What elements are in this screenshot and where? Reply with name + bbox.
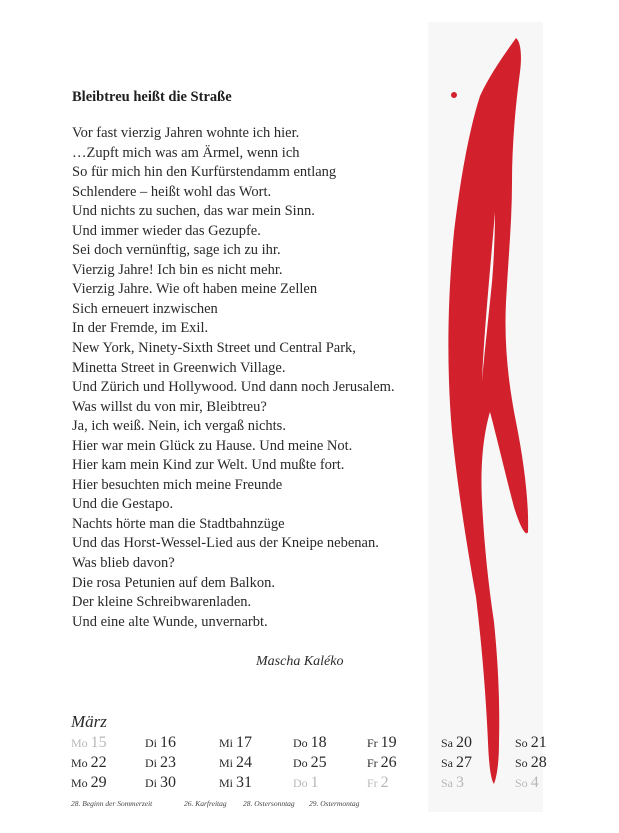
- calendar-day: [515, 754, 547, 772]
- calendar-day: [71, 754, 107, 772]
- weekday-label: Fr: [367, 756, 378, 770]
- poem-line: Und eine alte Wunde, unvernarbt.: [72, 613, 268, 630]
- poem-line: Und immer wieder das Gezupfe.: [72, 222, 261, 239]
- weekday-label: Fr: [367, 736, 378, 750]
- weekday-label: So: [515, 756, 528, 770]
- calendar-day: [219, 734, 252, 752]
- day-number: 20: [456, 734, 472, 751]
- holiday-note: 26. Karfreitag: [184, 799, 227, 808]
- poem-line: Vor fast vierzig Jahren wohnte ich hier.: [72, 125, 300, 141]
- day-number: 24: [236, 754, 253, 771]
- poem-line: In der Fremde, im Exil.: [72, 320, 209, 337]
- calendar-notes: [71, 799, 591, 813]
- weekday-label: Sa: [441, 756, 453, 770]
- weekday-label: Mo: [71, 776, 88, 790]
- poem-line: Nachts hörte man die Stadtbahnzüge: [72, 515, 285, 532]
- calendar-day: [293, 734, 327, 752]
- weekday-label: So: [515, 736, 528, 750]
- poem-author: Mascha Kaléko: [256, 654, 344, 669]
- poem-line: Sich erneuert inzwischen: [72, 300, 218, 317]
- weekday-label: Mi: [219, 736, 234, 750]
- poem-line: Und nichts zu suchen, das war mein Sinn.: [72, 203, 315, 220]
- weekday-label: Di: [145, 736, 157, 750]
- calendar-day: [293, 774, 319, 792]
- calendar-day: [441, 734, 472, 752]
- poem-line: Der kleine Schreibwarenladen.: [72, 594, 252, 611]
- day-number: 31: [236, 774, 253, 791]
- calendar-month-title: März: [71, 712, 107, 731]
- day-number: 4: [530, 774, 539, 791]
- weekday-label: Mo: [71, 736, 88, 750]
- poem-line: Hier war mein Glück zu Hause. Und meine Not.: [72, 437, 353, 454]
- day-number: 30: [160, 774, 176, 791]
- poem-body: [72, 124, 395, 632]
- holiday-note: 28. Beginn der Sommerzeit: [71, 799, 153, 808]
- poem-line: Hier besuchten mich meine Freunde: [72, 476, 283, 493]
- poem-line: Die rosa Petunien auf dem Balkon.: [72, 574, 275, 591]
- day-number: 2: [380, 774, 389, 791]
- calendar-day: [71, 734, 107, 752]
- day-number: 15: [90, 734, 107, 751]
- calendar-day: [293, 754, 327, 772]
- poem-line: Sei doch vernünftig, sage ich zu ihr.: [72, 242, 281, 259]
- weekday-label: Mi: [219, 756, 234, 770]
- poem-line: Was willst du von mir, Bleibtreu?: [72, 398, 267, 415]
- weekday-label: Sa: [441, 776, 453, 790]
- day-number: 29: [90, 774, 107, 791]
- day-number: 28: [530, 754, 547, 771]
- day-number: 25: [310, 754, 327, 771]
- weekday-label: Do: [293, 776, 308, 790]
- calendar-day: [145, 774, 176, 792]
- day-number: 16: [160, 734, 176, 751]
- calendar-day: [515, 774, 539, 792]
- day-number: 26: [380, 754, 397, 771]
- day-number: 3: [456, 774, 464, 791]
- poem-line: Vierzig Jahre. Wie oft haben meine Zellen: [72, 281, 318, 298]
- day-number: 22: [90, 754, 107, 771]
- holiday-note: 28. Ostersonntag: [243, 799, 295, 808]
- calendar-day: [367, 774, 389, 792]
- poem-line: Und Zürich und Hollywood. Und dann noch Jerusalem.: [72, 379, 395, 396]
- weekday-label: Sa: [441, 736, 453, 750]
- calendar-day: [219, 754, 252, 772]
- calendar-day: [145, 754, 176, 772]
- weekday-label: Do: [293, 736, 308, 750]
- red-brushstroke-illustration: [428, 22, 543, 812]
- poem-line: …Zupft mich was am Ärmel, wenn ich: [72, 144, 300, 161]
- poem-line: Was blieb davon?: [72, 555, 175, 572]
- day-number: 23: [160, 754, 176, 771]
- weekday-label: Mo: [71, 756, 88, 770]
- weekday-label: Mi: [219, 776, 234, 790]
- poem-line: Minetta Street in Greenwich Village.: [72, 359, 286, 376]
- poem-line: Ja, ich weiß. Nein, ich vergaß nichts.: [72, 418, 286, 435]
- weekday-label: Fr: [367, 776, 378, 790]
- weekday-label: Di: [145, 756, 157, 770]
- calendar-day: [515, 734, 547, 752]
- poem-line: New York, Ninety-Sixth Street und Central Park,: [72, 340, 356, 357]
- weekday-label: So: [515, 776, 528, 790]
- calendar-day: [441, 774, 464, 792]
- calendar-day: [367, 734, 397, 752]
- day-number: 27: [456, 754, 472, 771]
- poem-line: Hier kam mein Kind zur Welt. Und mußte fort.: [72, 457, 345, 474]
- poem-title: Bleibtreu heißt die Straße: [72, 89, 232, 105]
- calendar-day: [367, 754, 397, 772]
- poem-line: Vierzig Jahre! Ich bin es nicht mehr.: [72, 261, 283, 278]
- day-number: 17: [236, 734, 253, 751]
- day-number: 19: [380, 734, 397, 751]
- poem-line: Und die Gestapo.: [72, 496, 174, 513]
- day-number: 18: [310, 734, 327, 751]
- weekday-label: Do: [293, 756, 308, 770]
- weekday-label: Di: [145, 776, 157, 790]
- calendar-day: [219, 774, 252, 792]
- poem-line: Schlendere – heißt wohl das Wort.: [72, 183, 272, 200]
- calendar-day: [145, 734, 176, 752]
- day-number: 1: [310, 774, 319, 791]
- calendar-day: [441, 754, 472, 772]
- day-number: 21: [530, 734, 547, 751]
- poem-line: So für mich hin den Kurfürstendamm entlang: [72, 164, 337, 181]
- calendar-day: [71, 774, 107, 792]
- holiday-note: 29. Ostermontag: [309, 799, 360, 808]
- poem-line: Und das Horst-Wessel-Lied aus der Kneipe nebenan.: [72, 535, 379, 552]
